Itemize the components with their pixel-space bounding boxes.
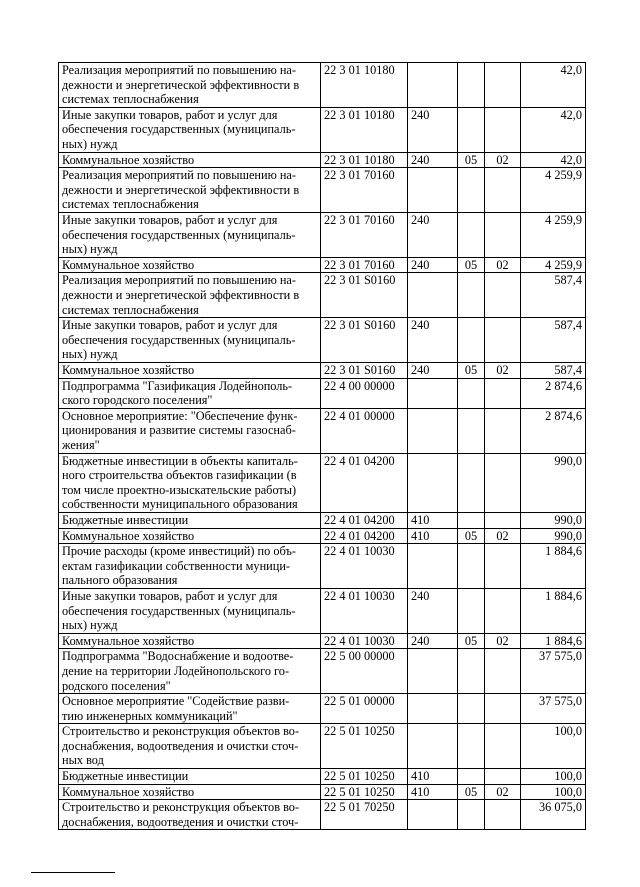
row-name: Строительство и реконструкция объектов во- доснабжения, водоотведения и очистки сточ- bbox=[59, 800, 321, 830]
row-subsection bbox=[485, 168, 521, 213]
row-expense-type: 240 bbox=[408, 152, 458, 168]
row-target-article: 22 3 01 S0160 bbox=[321, 318, 408, 363]
table-row bbox=[59, 408, 586, 453]
table-row bbox=[59, 168, 586, 213]
row-amount: 100,0 bbox=[521, 769, 586, 785]
row-target-article: 22 3 01 S0160 bbox=[321, 362, 408, 378]
row-name: Бюджетные инвестиции bbox=[59, 769, 321, 785]
row-expense-type bbox=[408, 453, 458, 512]
row-subsection: 02 bbox=[485, 257, 521, 273]
table-row bbox=[59, 588, 586, 633]
row-subsection bbox=[485, 107, 521, 152]
row-expense-type bbox=[408, 63, 458, 108]
row-section bbox=[458, 649, 485, 694]
row-section bbox=[458, 694, 485, 724]
row-section bbox=[458, 318, 485, 363]
row-section: 05 bbox=[458, 152, 485, 168]
table-row bbox=[59, 318, 586, 363]
row-subsection bbox=[485, 512, 521, 528]
row-amount: 1 884,6 bbox=[521, 633, 586, 649]
row-subsection bbox=[485, 408, 521, 453]
row-amount: 4 259,9 bbox=[521, 168, 586, 213]
row-subsection bbox=[485, 273, 521, 318]
row-target-article: 22 5 01 00000 bbox=[321, 694, 408, 724]
row-amount: 2 874,6 bbox=[521, 408, 586, 453]
row-expense-type bbox=[408, 168, 458, 213]
row-expense-type: 240 bbox=[408, 362, 458, 378]
table-row bbox=[59, 649, 586, 694]
row-target-article: 22 3 01 10180 bbox=[321, 63, 408, 108]
row-amount: 42,0 bbox=[521, 63, 586, 108]
row-subsection bbox=[485, 769, 521, 785]
row-target-article: 22 3 01 70160 bbox=[321, 212, 408, 257]
row-subsection bbox=[485, 63, 521, 108]
row-name: Прочие расходы (кроме инвестиций) по объ- ектам газификации собственности муници- пального образования bbox=[59, 544, 321, 589]
row-section bbox=[458, 800, 485, 830]
table-row bbox=[59, 257, 586, 273]
row-section bbox=[458, 63, 485, 108]
row-target-article: 22 4 01 04200 bbox=[321, 512, 408, 528]
row-subsection: 02 bbox=[485, 528, 521, 544]
row-amount: 100,0 bbox=[521, 724, 586, 769]
row-subsection bbox=[485, 544, 521, 589]
row-section bbox=[458, 107, 485, 152]
table-row bbox=[59, 152, 586, 168]
row-target-article: 22 4 01 10030 bbox=[321, 544, 408, 589]
row-target-article: 22 4 01 00000 bbox=[321, 408, 408, 453]
row-name: Иные закупки товаров, работ и услуг для обеспечения государственных (муниципаль- ных) нужд bbox=[59, 107, 321, 152]
row-expense-type: 240 bbox=[408, 257, 458, 273]
row-subsection: 02 bbox=[485, 633, 521, 649]
row-name: Коммунальное хозяйство bbox=[59, 784, 321, 800]
row-section bbox=[458, 544, 485, 589]
row-amount: 100,0 bbox=[521, 784, 586, 800]
row-amount: 990,0 bbox=[521, 512, 586, 528]
table-row bbox=[59, 453, 586, 512]
row-name: Коммунальное хозяйство bbox=[59, 633, 321, 649]
row-subsection bbox=[485, 694, 521, 724]
row-name: Подпрограмма "Водоснабжение и водоотве- дение на территории Лодейнопольского го- родского поселения" bbox=[59, 649, 321, 694]
row-target-article: 22 4 01 04200 bbox=[321, 453, 408, 512]
table-row bbox=[59, 273, 586, 318]
row-name: Коммунальное хозяйство bbox=[59, 362, 321, 378]
row-subsection bbox=[485, 378, 521, 408]
row-section bbox=[458, 212, 485, 257]
row-expense-type: 410 bbox=[408, 784, 458, 800]
row-section: 05 bbox=[458, 257, 485, 273]
table-row bbox=[59, 512, 586, 528]
row-target-article: 22 5 01 70250 bbox=[321, 800, 408, 830]
table-row bbox=[59, 362, 586, 378]
table-row bbox=[59, 107, 586, 152]
row-target-article: 22 3 01 10180 bbox=[321, 107, 408, 152]
table-row bbox=[59, 724, 586, 769]
table-row bbox=[59, 800, 586, 830]
row-amount: 4 259,9 bbox=[521, 257, 586, 273]
row-target-article: 22 5 01 10250 bbox=[321, 769, 408, 785]
row-name: Реализация мероприятий по повышению на- дежности и энергетической эффективности в системах теплоснабжения bbox=[59, 63, 321, 108]
row-amount: 587,4 bbox=[521, 318, 586, 363]
row-target-article: 22 3 01 70160 bbox=[321, 257, 408, 273]
row-subsection bbox=[485, 649, 521, 694]
row-section bbox=[458, 168, 485, 213]
row-expense-type bbox=[408, 694, 458, 724]
row-target-article: 22 5 01 10250 bbox=[321, 784, 408, 800]
budget-table bbox=[58, 62, 586, 830]
row-expense-type: 240 bbox=[408, 107, 458, 152]
table-row bbox=[59, 544, 586, 589]
row-target-article: 22 3 01 S0160 bbox=[321, 273, 408, 318]
row-expense-type bbox=[408, 273, 458, 318]
row-name: Коммунальное хозяйство bbox=[59, 152, 321, 168]
row-name: Коммунальное хозяйство bbox=[59, 257, 321, 273]
row-amount: 42,0 bbox=[521, 107, 586, 152]
row-expense-type: 410 bbox=[408, 769, 458, 785]
table-row bbox=[59, 633, 586, 649]
row-target-article: 22 5 01 10250 bbox=[321, 724, 408, 769]
table-row bbox=[59, 694, 586, 724]
row-amount: 587,4 bbox=[521, 273, 586, 318]
row-expense-type: 240 bbox=[408, 588, 458, 633]
row-subsection bbox=[485, 453, 521, 512]
row-section bbox=[458, 588, 485, 633]
row-name: Строительство и реконструкция объектов во- доснабжения, водоотведения и очистки сточ- ных вод bbox=[59, 724, 321, 769]
row-expense-type bbox=[408, 408, 458, 453]
row-expense-type bbox=[408, 378, 458, 408]
row-subsection bbox=[485, 724, 521, 769]
row-target-article: 22 5 00 00000 bbox=[321, 649, 408, 694]
row-name: Бюджетные инвестиции в объекты капиталь- ного строительства объектов газификации (в том числе проектно-изыскательские работы) собственности муниципального образования bbox=[59, 453, 321, 512]
row-expense-type bbox=[408, 544, 458, 589]
row-expense-type bbox=[408, 724, 458, 769]
row-expense-type: 240 bbox=[408, 318, 458, 363]
row-amount: 42,0 bbox=[521, 152, 586, 168]
row-section bbox=[458, 512, 485, 528]
row-section bbox=[458, 769, 485, 785]
row-subsection bbox=[485, 212, 521, 257]
row-name: Бюджетные инвестиции bbox=[59, 512, 321, 528]
row-target-article: 22 4 01 10030 bbox=[321, 633, 408, 649]
row-target-article: 22 4 01 04200 bbox=[321, 528, 408, 544]
row-subsection bbox=[485, 800, 521, 830]
row-name: Реализация мероприятий по повышению на- дежности и энергетической эффективности в системах теплоснабжения bbox=[59, 273, 321, 318]
row-amount: 990,0 bbox=[521, 528, 586, 544]
row-section: 05 bbox=[458, 784, 485, 800]
row-amount: 37 575,0 bbox=[521, 649, 586, 694]
row-expense-type: 240 bbox=[408, 212, 458, 257]
row-subsection bbox=[485, 588, 521, 633]
row-section bbox=[458, 408, 485, 453]
row-name: Основное мероприятие: "Обеспечение функ- ционирования и развитие системы газоснаб- жения" bbox=[59, 408, 321, 453]
row-target-article: 22 3 01 10180 bbox=[321, 152, 408, 168]
table-row bbox=[59, 528, 586, 544]
row-subsection bbox=[485, 318, 521, 363]
table-row bbox=[59, 63, 586, 108]
row-expense-type bbox=[408, 800, 458, 830]
row-amount: 1 884,6 bbox=[521, 588, 586, 633]
row-section bbox=[458, 724, 485, 769]
row-expense-type bbox=[408, 649, 458, 694]
row-name: Иные закупки товаров, работ и услуг для обеспечения государственных (муниципаль- ных) нужд bbox=[59, 318, 321, 363]
row-expense-type: 410 bbox=[408, 512, 458, 528]
row-target-article: 22 4 01 10030 bbox=[321, 588, 408, 633]
row-name: Реализация мероприятий по повышению на- дежности и энергетической эффективности в системах теплоснабжения bbox=[59, 168, 321, 213]
row-section bbox=[458, 453, 485, 512]
footnote-separator bbox=[31, 872, 115, 873]
row-expense-type: 410 bbox=[408, 528, 458, 544]
row-section: 05 bbox=[458, 362, 485, 378]
row-section: 05 bbox=[458, 528, 485, 544]
row-name: Основное мероприятие "Содействие разви- тию инженерных коммуникаций" bbox=[59, 694, 321, 724]
row-name: Коммунальное хозяйство bbox=[59, 528, 321, 544]
row-name: Иные закупки товаров, работ и услуг для обеспечения государственных (муниципаль- ных) нужд bbox=[59, 212, 321, 257]
row-amount: 990,0 bbox=[521, 453, 586, 512]
row-subsection: 02 bbox=[485, 152, 521, 168]
row-amount: 587,4 bbox=[521, 362, 586, 378]
table-row bbox=[59, 784, 586, 800]
row-section bbox=[458, 273, 485, 318]
table-row bbox=[59, 212, 586, 257]
row-name: Иные закупки товаров, работ и услуг для обеспечения государственных (муниципаль- ных) нужд bbox=[59, 588, 321, 633]
row-target-article: 22 3 01 70160 bbox=[321, 168, 408, 213]
row-name: Подпрограмма "Газификация Лодейнополь- ского городского поселения" bbox=[59, 378, 321, 408]
row-amount: 37 575,0 bbox=[521, 694, 586, 724]
table-row bbox=[59, 769, 586, 785]
row-section bbox=[458, 378, 485, 408]
row-amount: 1 884,6 bbox=[521, 544, 586, 589]
table-row bbox=[59, 378, 586, 408]
row-expense-type: 240 bbox=[408, 633, 458, 649]
row-amount: 36 075,0 bbox=[521, 800, 586, 830]
row-amount: 4 259,9 bbox=[521, 212, 586, 257]
row-section: 05 bbox=[458, 633, 485, 649]
row-amount: 2 874,6 bbox=[521, 378, 586, 408]
row-subsection: 02 bbox=[485, 784, 521, 800]
budget-table-body bbox=[59, 63, 586, 830]
row-subsection: 02 bbox=[485, 362, 521, 378]
row-target-article: 22 4 00 00000 bbox=[321, 378, 408, 408]
